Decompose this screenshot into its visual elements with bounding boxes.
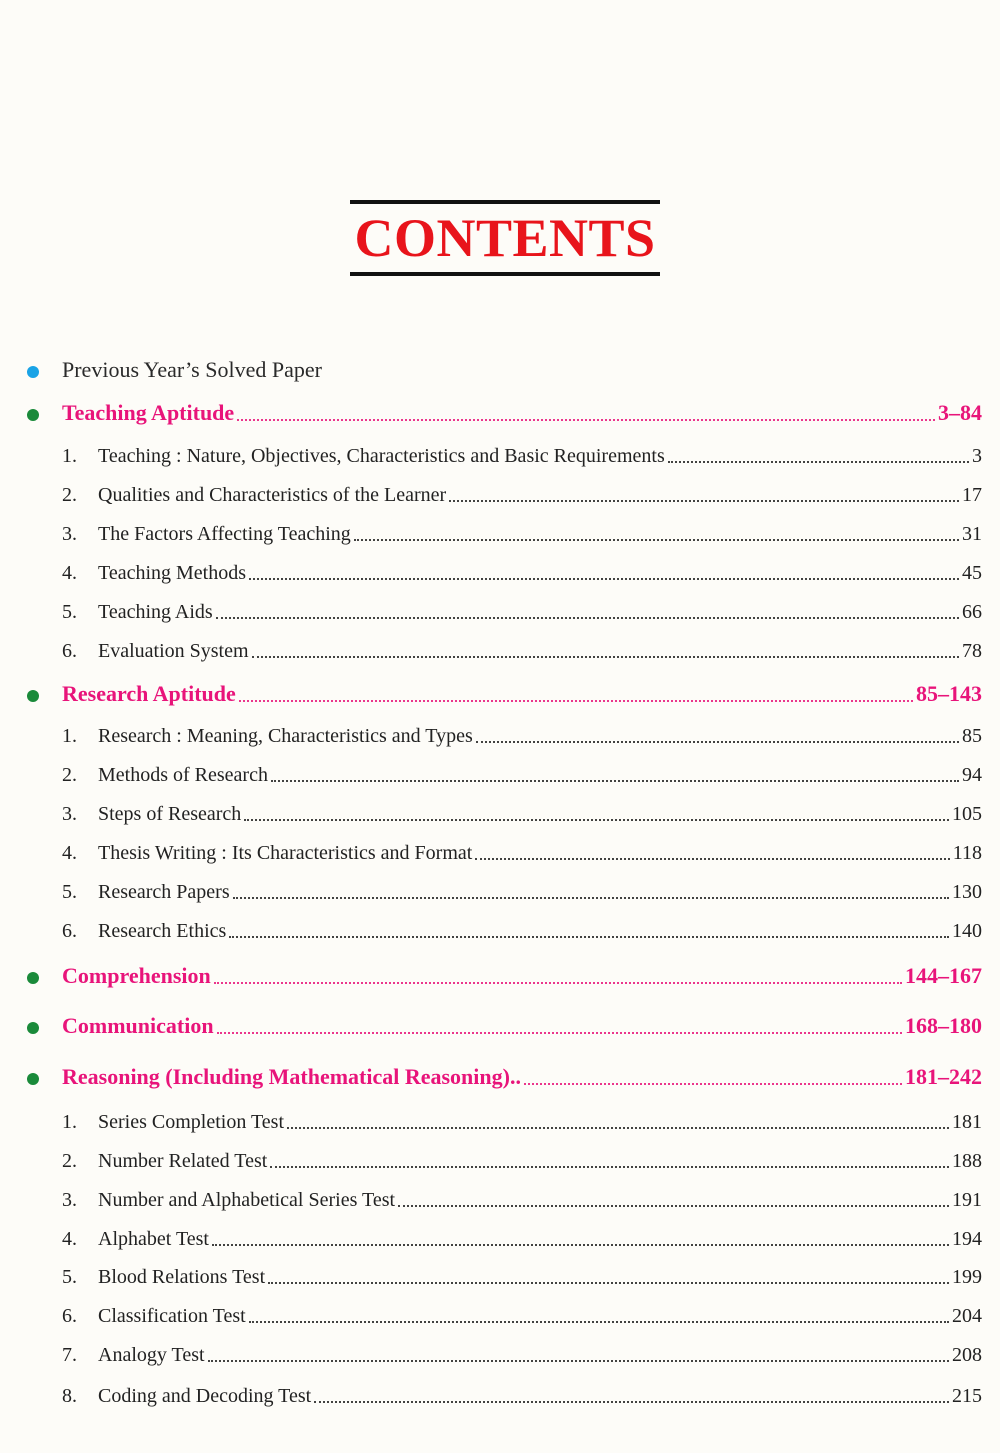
page-title: CONTENTS xyxy=(354,208,656,268)
dot-leader xyxy=(214,982,902,984)
item-page: 191 xyxy=(952,1189,982,1211)
toc-section-communication[interactable] xyxy=(0,1011,1000,1041)
dot-leader xyxy=(217,1032,902,1034)
item-number: 1. xyxy=(62,1111,77,1133)
item-number: 4. xyxy=(62,1228,77,1250)
bullet-icon xyxy=(27,366,39,378)
item-number: 6. xyxy=(62,640,77,662)
toc-item[interactable] xyxy=(0,635,1000,665)
item-number: 5. xyxy=(62,1266,77,1288)
item-number: 5. xyxy=(62,601,77,623)
item-number: 2. xyxy=(62,764,77,786)
item-label: Teaching : Nature, Objectives, Characteristics and Basic Requirements xyxy=(98,445,665,467)
toc-entry-previous-paper[interactable] xyxy=(0,355,1000,385)
item-label: Alphabet Test xyxy=(98,1228,209,1250)
item-label: Methods of Research xyxy=(98,764,268,786)
bullet-icon xyxy=(27,690,39,702)
item-label: Thesis Writing : Its Characteristics and Format xyxy=(98,842,473,864)
dot-leader xyxy=(237,419,935,421)
toc-item[interactable] xyxy=(0,557,1000,587)
item-page: 130 xyxy=(952,881,982,903)
dot-leader xyxy=(476,741,959,743)
item-page: 118 xyxy=(952,842,982,864)
dot-leader xyxy=(524,1083,902,1085)
item-label: Coding and Decoding Test xyxy=(98,1385,312,1407)
toc-section-teaching-aptitude[interactable] xyxy=(0,398,1000,428)
item-label: Series Completion Test xyxy=(98,1111,284,1133)
item-label: Blood Relations Test xyxy=(98,1266,266,1288)
toc-item[interactable] xyxy=(0,596,1000,626)
item-page: 215 xyxy=(952,1385,982,1407)
item-label: Research : Meaning, Characteristics and Types xyxy=(98,725,473,747)
toc-item[interactable] xyxy=(0,479,1000,509)
toc-item[interactable] xyxy=(0,1106,1000,1136)
item-number: 1. xyxy=(62,445,77,467)
dot-leader xyxy=(449,500,959,502)
toc-section-research-aptitude[interactable] xyxy=(0,679,1000,709)
dot-leader xyxy=(208,1360,949,1362)
bullet-icon xyxy=(27,1022,39,1034)
dot-leader xyxy=(216,617,959,619)
item-label: Teaching Methods xyxy=(98,562,247,584)
toc-item[interactable] xyxy=(0,876,1000,906)
toc-section-comprehension[interactable] xyxy=(0,961,1000,991)
section-pages: 144–167 xyxy=(905,963,982,988)
item-label: Number Related Test xyxy=(98,1150,268,1172)
dot-leader xyxy=(244,819,949,821)
item-number: 7. xyxy=(62,1344,77,1366)
toc-item[interactable] xyxy=(0,518,1000,548)
dot-leader xyxy=(252,656,959,658)
item-number: 4. xyxy=(62,842,77,864)
item-label: Steps of Research xyxy=(98,803,242,825)
item-page: 17 xyxy=(962,484,982,506)
toc-item[interactable] xyxy=(0,1300,1000,1330)
item-page: 199 xyxy=(952,1266,982,1288)
item-page: 66 xyxy=(962,601,982,623)
item-page: 140 xyxy=(952,920,982,942)
item-page: 105 xyxy=(952,803,982,825)
toc-item[interactable] xyxy=(0,837,1000,867)
item-label: Teaching Aids xyxy=(98,601,213,623)
item-label: Qualities and Characteristics of the Learner xyxy=(98,484,447,506)
dot-leader xyxy=(354,539,959,541)
item-page: 85 xyxy=(962,725,982,747)
toc-item[interactable] xyxy=(0,1145,1000,1175)
dot-leader xyxy=(475,858,949,860)
dot-leader xyxy=(249,1321,949,1323)
toc-item[interactable] xyxy=(0,1380,1000,1410)
section-pages: 181–242 xyxy=(905,1064,982,1089)
item-number: 4. xyxy=(62,562,77,584)
section-title: Teaching Aptitude xyxy=(62,400,235,425)
item-number: 6. xyxy=(62,1305,77,1327)
section-title: Comprehension xyxy=(62,963,211,988)
toc-item[interactable] xyxy=(0,798,1000,828)
item-page: 94 xyxy=(962,764,982,786)
item-label: Classification Test xyxy=(98,1305,246,1327)
toc-item[interactable] xyxy=(0,759,1000,789)
bullet-icon xyxy=(27,1073,39,1085)
toc-item[interactable] xyxy=(0,915,1000,945)
item-label: Evaluation System xyxy=(98,640,249,662)
bullet-icon xyxy=(27,972,39,984)
dot-leader xyxy=(271,780,959,782)
previous-paper-label: Previous Year’s Solved Paper xyxy=(62,357,322,382)
dot-leader xyxy=(668,461,969,463)
dot-leader xyxy=(398,1205,949,1207)
item-page: 204 xyxy=(952,1305,982,1327)
item-number: 3. xyxy=(62,803,77,825)
item-label: Research Papers xyxy=(98,881,230,903)
section-pages: 3–84 xyxy=(938,400,982,425)
toc-item[interactable] xyxy=(0,720,1000,750)
toc-item[interactable] xyxy=(0,1339,1000,1369)
section-title: Reasoning (Including Mathematical Reasoning).. xyxy=(62,1064,521,1089)
dot-leader xyxy=(268,1282,949,1284)
section-title: Communication xyxy=(62,1013,214,1038)
dot-leader xyxy=(233,897,949,899)
item-page: 45 xyxy=(962,562,982,584)
dot-leader xyxy=(249,578,959,580)
dot-leader xyxy=(229,936,949,938)
item-label: Number and Alphabetical Series Test xyxy=(98,1189,396,1211)
dot-leader xyxy=(287,1127,949,1129)
item-number: 2. xyxy=(62,1150,77,1172)
section-pages: 85–143 xyxy=(916,681,982,706)
item-number: 3. xyxy=(62,1189,77,1211)
item-page: 208 xyxy=(952,1344,982,1366)
dot-leader xyxy=(239,700,913,702)
item-number: 2. xyxy=(62,484,77,506)
toc-item[interactable] xyxy=(0,1184,1000,1214)
contents-heading-box xyxy=(350,200,660,276)
item-page: 181 xyxy=(952,1111,982,1133)
dot-leader xyxy=(314,1401,949,1403)
bullet-icon xyxy=(27,409,39,421)
item-number: 3. xyxy=(62,523,77,545)
item-number: 5. xyxy=(62,881,77,903)
dot-leader xyxy=(270,1166,949,1168)
dot-leader xyxy=(212,1244,949,1246)
toc-item[interactable] xyxy=(0,1223,1000,1253)
item-label: Research Ethics xyxy=(98,920,227,942)
item-number: 1. xyxy=(62,725,77,747)
toc-item[interactable] xyxy=(0,1261,1000,1291)
item-page: 3 xyxy=(972,445,982,467)
section-title: Research Aptitude xyxy=(62,681,236,706)
item-number: 6. xyxy=(62,920,77,942)
item-page: 194 xyxy=(952,1228,982,1250)
toc-item[interactable] xyxy=(0,440,1000,470)
item-page: 31 xyxy=(962,523,982,545)
item-page: 78 xyxy=(962,640,982,662)
item-page: 188 xyxy=(952,1150,982,1172)
section-pages: 168–180 xyxy=(905,1013,982,1038)
toc-section-reasoning[interactable] xyxy=(0,1062,1000,1092)
item-label: Analogy Test xyxy=(98,1344,205,1366)
item-number: 8. xyxy=(62,1385,77,1407)
item-label: The Factors Affecting Teaching xyxy=(98,523,351,545)
